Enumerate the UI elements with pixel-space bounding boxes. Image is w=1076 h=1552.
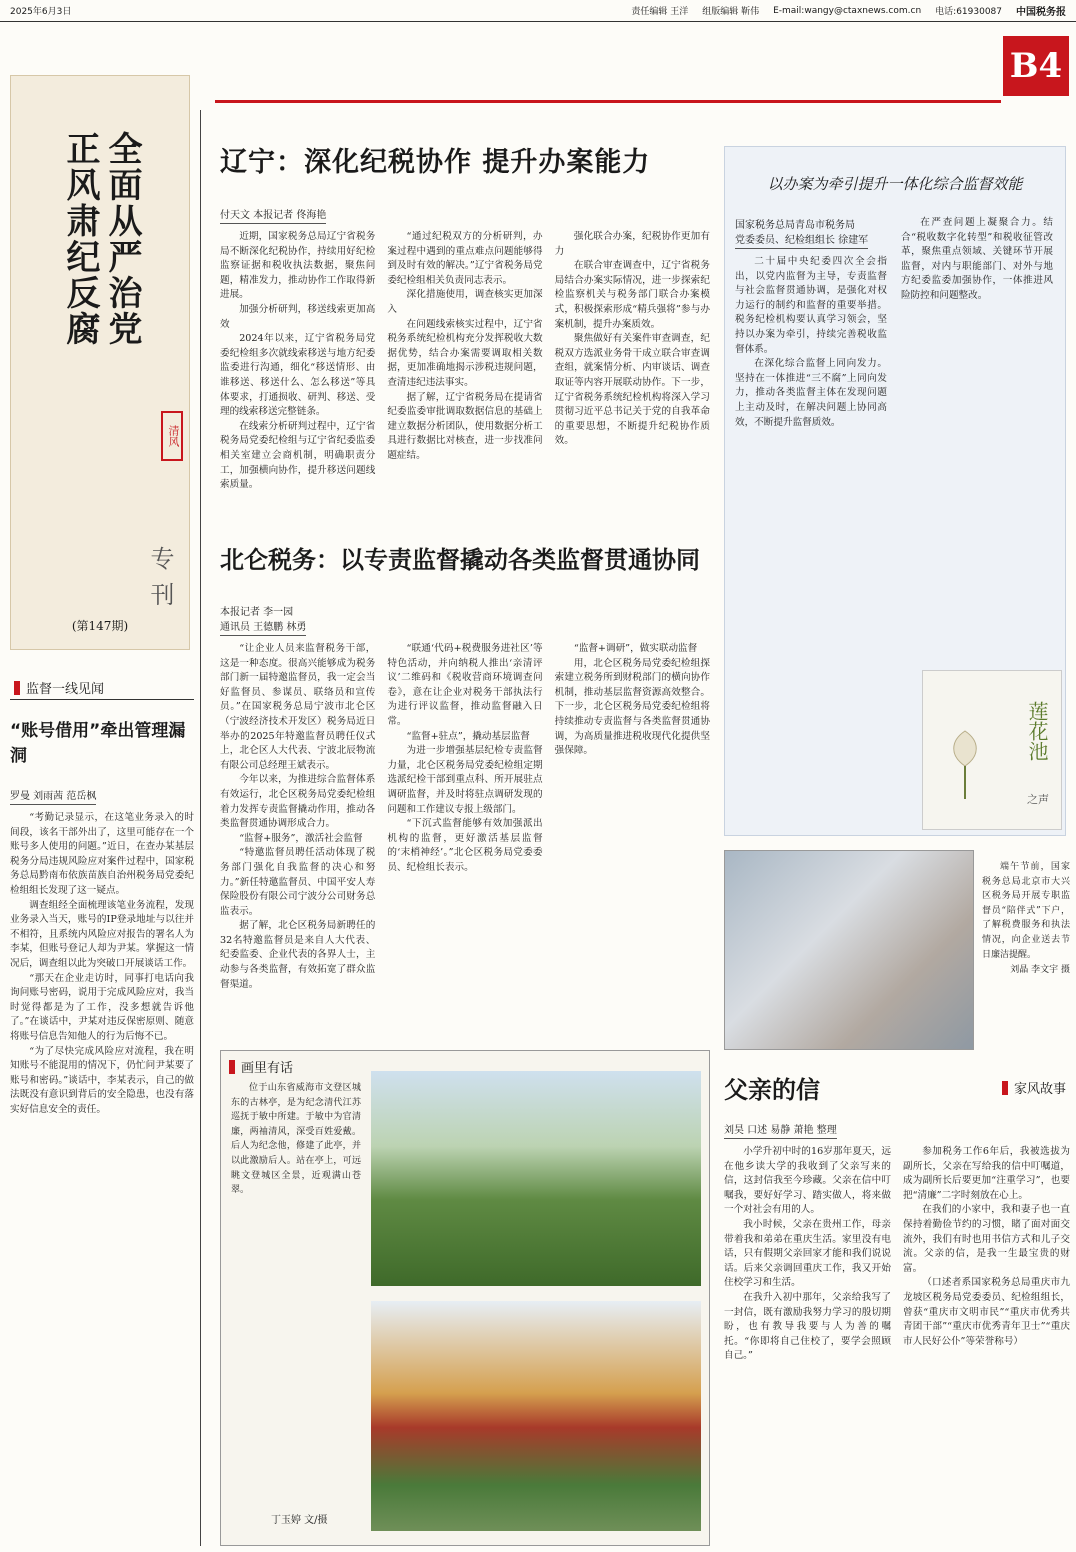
article-beilun: [220, 540, 710, 1040]
left-column-article: [10, 676, 194, 1546]
landscape-painting: [371, 1071, 701, 1286]
byline: 付天文 本报记者 佟海艳: [220, 206, 326, 224]
paragraph: 为进一步增强基层纪检专责监督力量，北仑区税务局党委纪检组定期选派纪检干部到重点科、所开展驻点调研监督，并及时将驻点调研发现的问题和工作建议专报上级部门。: [387, 745, 543, 815]
phone: 电话:61930087: [935, 7, 1002, 17]
painting-feature: [220, 1050, 710, 1546]
paragraph: 在线索分析研判过程中，辽宁省税务局党委纪检组与辽宁省纪委监委相关室建立会商机制，明确职责分工，加强横向协作，提升移送问题线索质量。: [220, 420, 376, 491]
paragraph: “考勤记录显示，在这笔业务录入的时间段，该名干部外出了，这里可能存在一个账号多人使用的问题。”近日，在查办某基层税务分局违规风险应对案件过程中，国家税务总局黔南布依族苗族自治州税务局党委纪检组组长发现了这一疑点。: [10, 812, 194, 896]
article-body: [220, 642, 710, 992]
special-issue-banner: [10, 75, 190, 650]
page-number: B4: [1003, 36, 1069, 96]
section-header: 画里有话: [225, 1055, 325, 1078]
email[interactable]: E-mail:wangy@ctaxnews.com.cn: [773, 5, 922, 16]
paper-name: 中国税务报: [1016, 7, 1066, 18]
paragraph: 近期，国家税务总局辽宁省税务局不断深化纪税协作，持续用好纪检监察证据和税收执法数据，聚焦问题，精准发力，推动协作工作取得新进展。: [220, 231, 376, 301]
banner-title-1: 全面从严治党: [102, 131, 142, 347]
issue-date: 2025年6月3日: [10, 7, 72, 17]
byline: 国家税务总局青岛市税务局 党委委员、纪检组组长 徐建军: [735, 216, 868, 249]
paragraph: 聚焦做好有关案件审查调查，纪税双方选派业务骨干成立联合审查调查组，就案情分析、内审谈话、调查取证等内容开展联动协作。下一步，辽宁省税务系统纪检机构将深入学习贯彻习近平总书记关于党的自我革命的重要思想，不断提升纪税协作质效。: [554, 333, 710, 447]
issue-number: (第147期): [71, 619, 129, 633]
family-story: [724, 1070, 1070, 1546]
banner-title-2: 正风肃纪反腐: [60, 131, 100, 347]
photo-credit: 刘晶 李文宇 摄: [1010, 965, 1070, 976]
office-photo: [724, 850, 974, 1050]
paragraph: 在问题线索核实过程中，辽宁省税务系统纪检机构充分发挥税收大数据优势，结合办案需要调取相关数据，更加准确地揭示涉税违规问题，查清违纪违法事实。: [387, 318, 543, 388]
paragraph: “那天在企业走访时，同事打电话向我询问账号密码，说用于完成风险应对，我当时觉得都是为了工作，没多想就告诉他了。”在谈话中，尹某对违反保密原则、随意将账号信息告知他人的行为后悔不已。: [10, 972, 194, 1042]
paragraph: “特邀监督员聘任活动体现了税务部门强化自我监督的决心和努力。”新任特邀监督员、中国平安人寿保险股份有限公司宁波分公司财务总监表示。: [220, 847, 376, 917]
byline: 刘昊 口述 易静 萧艳 整理: [724, 1121, 837, 1139]
article-headline: 父亲的信: [724, 1076, 820, 1104]
paragraph: 在严查问题上凝聚合力。结合“税收数字化转型”和税收征管改革，聚焦重点领域、关键环节开展监督，对内与职能部门、对外与地方纪委监委加强协作，一体推进风险防控和问题整改。: [901, 217, 1053, 301]
editor-credit: 责任编辑 王洋: [631, 7, 689, 17]
paragraph: 用，北仑区税务局党委纪检组探索建立税务所到财税部门的横向协作机制，推动基层监督资源高效整合。下一步，北仑区税务局党委纪检组将持续推动专责监督与各类监督贯通协调，为高质量推进税收现代化提供坚强保障。: [554, 657, 710, 757]
header-rule: [215, 100, 1001, 103]
subhead: “监督+驻点”，撬动基层监督: [406, 730, 530, 742]
paragraph: 小学升初中时的16岁那年夏天，远在他乡读大学的我收到了父亲写来的信，这封信我至今珍藏。父亲在信中叮嘱我，要好好学习、踏实做人，将来做一个对社会有用的人。: [724, 1146, 891, 1216]
subhead: “监督+服务”，激活社会监督: [239, 832, 363, 844]
paragraph: 今年以来，为推进综合监督体系有效运行，北仑区税务局党委纪检组着力发挥专责监督撬动作用，推动各类监督贯通协调形成合力。: [220, 774, 376, 830]
layout-credit: 组版编辑 靳伟: [702, 7, 760, 17]
article-liaoning: [220, 140, 710, 525]
special-label: 专刊: [146, 546, 174, 618]
commentary-headline: 以办案为牵引提升一体化综合监督效能: [767, 175, 1023, 193]
paragraph: 2024年以来，辽宁省税务局党委纪检组多次就线索移送与地方纪委监委进行沟通，细化“移送情形、由谁移送、移送什么、怎么移送”等具体要求，打通损收、研判、移送、受理的线索移送完整链条。: [220, 333, 376, 418]
article-headline: “账号借用”牵出管理漏洞: [10, 721, 186, 766]
byline: 罗曼 刘雨茜 范岳枫: [10, 787, 96, 805]
subhead: 加强分析研判，移送线索更加高效: [220, 303, 376, 330]
paragraph: “通过纪税双方的分析研判，办案过程中遇到的重点难点问题能够得到及时有效的解决。”辽宁省税务局党委纪检组相关负责同志表示。: [387, 231, 543, 286]
paragraph: 在我升入初中那年，父亲给我写了一封信，既有激励我努力学习的殷切期盼，也有教导我要与人为善的嘱托。“你即将自己住校了，要学会照顾自己。”: [724, 1291, 891, 1362]
subhead: “监督+调研”，做实联动监督: [573, 643, 698, 654]
paragraph: “联通‘代码+税费服务进社区’等特色活动，并向纳税人推出‘亲清评议’二维码和《税收营商环境调查问卷》，意在让企业对税务干部执法行为进行评议监督，推动监督融入日常。: [387, 643, 543, 727]
paragraph: （口述者系国家税务总局重庆市九龙坡区税务局党委委员、纪检组组长，曾获“重庆市文明市民”“重庆市优秀共青团干部”“重庆市优秀青年卫士”“重庆市人民好公仆”等荣誉称号）: [903, 1277, 1070, 1347]
subhead: 深化措施使用，调查核实更加深入: [387, 289, 543, 315]
paragraph: 参加税务工作6年后，我被选拔为副所长，父亲在写给我的信中叮嘱道，成为副所长后要更加“注重学习”，也要把“清廉”二字时刻放在心上。: [903, 1146, 1070, 1201]
article-headline: 辽宁：深化纪税协作 提升办案能力: [220, 147, 651, 178]
paragraph: “下沉式监督能够有效加强派出机构的监督，更好激活基层监督的‘末梢神经’。”北仑区税务局党委委员、纪检组长表示。: [387, 818, 543, 873]
paragraph: 据了解，辽宁省税务局在提请省纪委监委审批调取数据信息的基础上建立数据分析团队，使用数据分析工具进行数据比对核查，进一步找准问题症结。: [387, 391, 543, 461]
article-body: [220, 230, 710, 493]
painting-text: 位于山东省威海市文登区城东的古林亭，是为纪念清代江苏巡抚于敏中所建。于敏中为官清廉，两袖清风，深受百姓爱戴。后人为纪念他，修建了此亭，并以此激励后人。站在亭上，可远眺文登城区全景，近观满山苍翠。: [231, 1083, 361, 1196]
lotus-icon: [935, 711, 995, 801]
paragraph: “为了尽快完成风险应对流程，我在明知账号不能混用的情况下，仍忙问尹某要了账号和密码。”谈话中，李某表示，自己的做法既没有意识到背后的安全隐患，也没有落实好信息安全的责任。: [10, 1045, 194, 1115]
masthead: [0, 0, 1076, 22]
pavilion-painting: [371, 1301, 701, 1531]
photo-caption: [982, 860, 1070, 1055]
paragraph: 我小时候，父亲在贵州工作，母亲带着我和弟弟在重庆生活。家里没有电话，只有假期父亲回家才能和我们说说话。后来父亲调回重庆工作，我又开始住校学习和生活。: [724, 1218, 891, 1289]
painting-credit: 丁玉婷 文/摄: [271, 1515, 328, 1526]
seal-stamp: 清风: [161, 411, 183, 461]
subhead: 强化联合办案，纪税协作更加有力: [554, 231, 710, 257]
paragraph: 在深化综合监督上同向发力。坚持在一体推进“三不腐”上同向发力，推动各类监督主体在发现问题上主动及时，在解决问题上协同高效，不断提升监督质效。: [735, 358, 887, 428]
section-header: 家风故事: [998, 1076, 1070, 1099]
lotus-title: 莲花池: [1025, 701, 1049, 761]
paragraph: 据了解，北仑区税务局新聘任的32名特邀监督员是来自人大代表、纪委监委、企业代表的各界人士，主动参与各类监督，有效拓宽了群众监督渠道。: [220, 920, 376, 990]
section-header: 监督一线见闻: [10, 676, 194, 700]
paragraph: “让企业人员来监督税务干部，这是一种态度。很高兴能够成为税务部门新一届特邀监督员，我一定会当好监督员、参谋员、联络员和宣传员。”在国家税务总局宁波市北仑区（宁波经济技术开发区）税务局近日举办的2025年特邀监督员聘任仪式上，北仑区人大代表、宁波北辰物流有限公司总经理王斌表示。: [220, 643, 376, 771]
article-headline: 北仑税务：以专责监督撬动各类监督贯通协同: [220, 546, 700, 574]
paragraph: 在联合审查调查中，辽宁省税务局结合办案实际情况，进一步探索纪检监察机关与税务部门联合办案模式，积极探索形成“精兵强将”参与办案机制，提升办案质效。: [554, 260, 710, 330]
lotus-pond-logo: [922, 670, 1062, 830]
paragraph: 调查组经全面梳理该笔业务流程，发现业务录入当天，账号的IP登录地址与以往并不相符，且系统内风险应对报告的署名人为李某，但账号登记人却为尹某。掌握这一情况后，调查组以此为突破口开展谈话工作。: [10, 899, 194, 969]
paragraph: 二十届中央纪委四次全会指出，以党内监督为主导，专责监督与社会监督贯通协调，是强化对权力运行的制约和监督的重要举措。税务纪检机构要认真学习领会，坚持以办案为牵引，持续完善税收监督体系。: [735, 256, 887, 355]
lotus-subtitle: 之声: [1027, 793, 1049, 806]
paragraph: 在我们的小家中，我和妻子也一直保持着勤俭节约的习惯，睹了面对面交流外，我们有时也用书信方式和儿子交流。父亲的信，是我一生最宝贵的财富。: [903, 1204, 1070, 1274]
byline: 本报记者 李一园 通讯员 王德鹏 林勇: [220, 603, 306, 636]
caption-text: 端午节前，国家税务总局北京市大兴区税务局开展专职监督员“陪伴式”下户，了解税费服务和执法情况，向企业送去节日廉洁提醒。: [982, 862, 1070, 960]
